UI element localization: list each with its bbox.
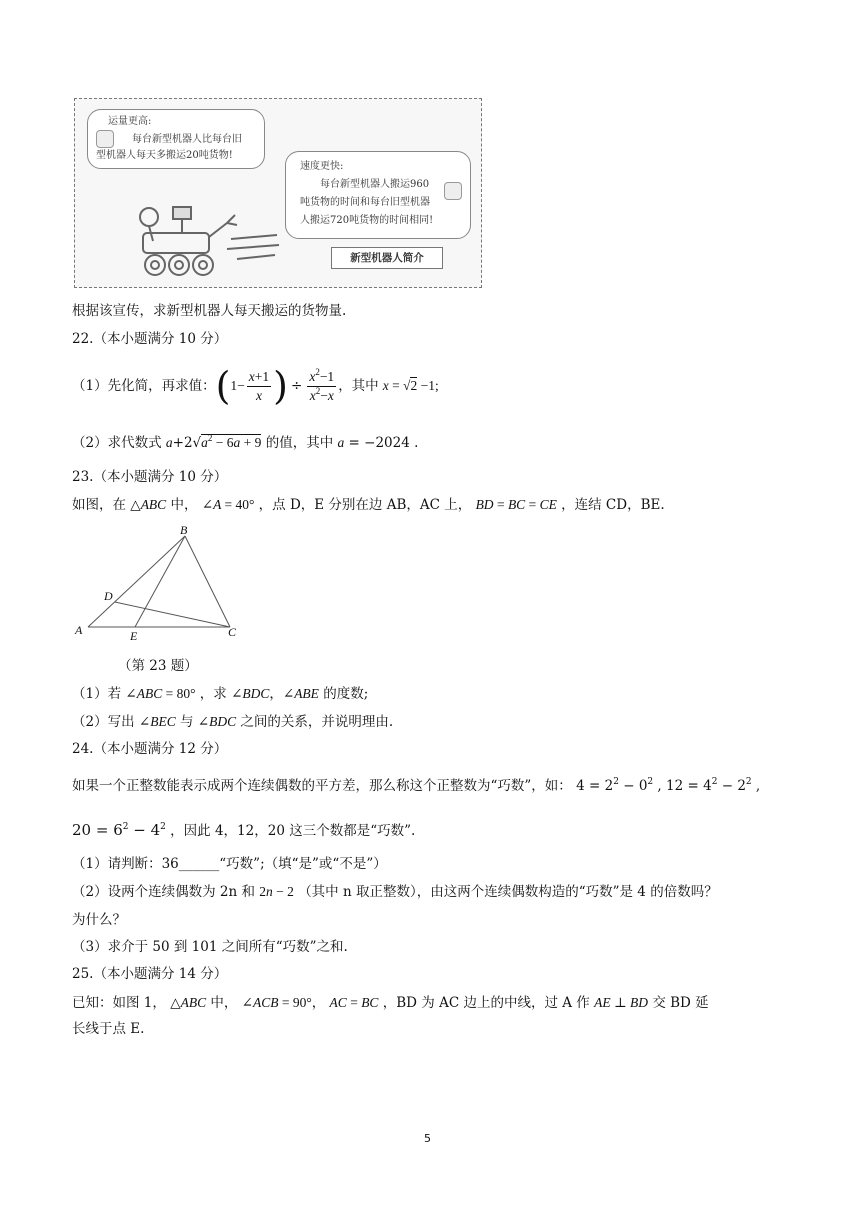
bubble2-title: 速度更快: xyxy=(300,161,344,172)
q23-stem-b: 中， xyxy=(170,497,198,513)
q22-p1-label: （1）先化简，再求值： xyxy=(72,378,216,394)
q24-part2-c: 为什么？ xyxy=(72,912,126,928)
q23-p1-c: 的度数; xyxy=(323,686,369,702)
page-number: 5 xyxy=(424,1132,431,1145)
q23-stem-c: ，点 D，E 分别在边 AB，AC 上， xyxy=(258,497,472,513)
q22-part1: （1）先化简，再求值： ( 1− $\frac{x+1}{x}$ ) ÷ $\frac{x^2-1}{x^2-x}$ ，其中 x = √2 −1; xyxy=(72,364,439,408)
q23-p2-b: 与 xyxy=(180,714,194,730)
q25-stem-b: 中， xyxy=(210,995,238,1011)
poster-title: 新型机器人简介 xyxy=(331,247,443,269)
q23-stem-a: 如图，在 xyxy=(72,497,126,513)
label-E: E xyxy=(130,629,138,643)
q24-part2: （2）设两个连续偶数为 2n 和 2n − 2 （其中 n 取正整数），由这两个连续偶数构造的“巧数”是 4 的倍数吗？ xyxy=(72,884,718,900)
q23-part1: （1）若 ∠ABC = 80° ，求 ∠BDC，∠ABE 的度数; xyxy=(72,686,369,702)
q24-p2-b: （其中 n 取正整数），由这两个连续偶数构造的“巧数”是 4 的倍数吗？ xyxy=(298,884,718,900)
q23-caption: （第 23 题） xyxy=(118,658,198,674)
bubble1-line2: 型机器人每天多搬运20吨货物! xyxy=(96,150,233,161)
q23-stem: 如图，在 △ABC 中， ∠A = 40° ，点 D，E 分别在边 AB，AC 上， BD = BC = CE ，连结 CD，BE. xyxy=(72,497,665,513)
robot-poster xyxy=(74,98,482,288)
q25-header: 25.（本小题满分 14 分） xyxy=(72,966,228,982)
q24-stem-b: ，因此 4，12，20 这三个数都是“巧数”. xyxy=(170,823,416,839)
q24-stem-line2: $20 = 6^2 - 4^2$ ，因此 4，12，20 这三个数都是“巧数”. xyxy=(72,821,416,839)
q24-part1: （1）请判断：36______“巧数”;（填“是”或“不是”） xyxy=(72,856,387,872)
label-B: B xyxy=(180,524,188,537)
bubble1-line1: 每台新型机器人比每台旧 xyxy=(132,134,242,145)
q24-part3: （3）求介于 50 到 101 之间所有“巧数”之和. xyxy=(72,939,348,955)
q22-p2-a: （2）求代数式 xyxy=(72,435,162,451)
q23-p2-c: 之间的关系，并说明理由. xyxy=(240,714,394,730)
q23-part2: （2）写出 ∠BEC 与 ∠BDC 之间的关系，并说明理由. xyxy=(72,714,394,730)
q22-header: 22.（本小题满分 10 分） xyxy=(72,331,228,347)
q25-stem: 已知：如图 1， △ABC 中， ∠ACB = 90°， AC = BC ，BD 为 AC 边上的中线，过 A 作 AE ⊥ BD 交 BD 延 xyxy=(72,995,709,1011)
q21-tail: 根据该宣传，求新型机器人每天搬运的货物量. xyxy=(72,303,347,319)
q23-stem-d: ，连结 CD，BE. xyxy=(561,497,665,513)
q25-stem-c: ，BD 为 AC 边上的中线，过 A 作 xyxy=(382,995,590,1011)
q22-part2: （2）求代数式 $a+2√a^2 - 6a + 9$ 的值，其中 a = −2024 . xyxy=(72,433,419,451)
q24-p2-a: （2）设两个连续偶数为 2n 和 xyxy=(72,884,255,900)
q24-header: 24.（本小题满分 12 分） xyxy=(72,741,228,757)
label-A: A xyxy=(75,623,83,637)
label-C: C xyxy=(228,625,237,639)
q25-stem-d: 交 BD 延 xyxy=(652,995,709,1011)
q23-p2-a: （2）写出 xyxy=(72,714,135,730)
q22-p1-where: ，其中 xyxy=(338,378,379,394)
document-icon xyxy=(444,182,462,200)
robot-illustration xyxy=(127,193,287,283)
bubble2-line2: 吨货物的时间和每台旧型机器 xyxy=(300,197,430,208)
chart-icon xyxy=(96,130,114,148)
q24-stem: 如果一个正整数能表示成两个连续偶数的平方差，那么称这个正整数为“巧数”，如： $4 = 2^2 - 0^2$ , $12 = 4^2 - 2^2$ , xyxy=(72,777,761,794)
bubble1-title: 运量更高: xyxy=(108,116,152,127)
label-D: D xyxy=(104,589,113,603)
q23-p1-a: （1）若 xyxy=(72,686,122,702)
q23-p1-b: ，求 xyxy=(199,686,227,702)
q24-stem-a: 如果一个正整数能表示成两个连续偶数的平方差，那么称这个正整数为“巧数”，如： xyxy=(72,778,572,794)
q23-header: 23.（本小题满分 10 分） xyxy=(72,469,228,485)
speech-bubble-speed xyxy=(285,151,471,239)
q25-stem-a: 已知：如图 1， xyxy=(72,995,166,1011)
q22-p2-b: 的值，其中 xyxy=(265,435,334,451)
q25-stem-line2: 长线于点 E. xyxy=(72,1021,145,1037)
bubble2-line3: 人搬运720吨货物的时间相同! xyxy=(300,215,434,226)
triangle-figure xyxy=(70,524,250,644)
speech-bubble-capacity xyxy=(87,109,265,169)
bubble2-line1: 每台新型机器人搬运960 xyxy=(320,179,430,190)
